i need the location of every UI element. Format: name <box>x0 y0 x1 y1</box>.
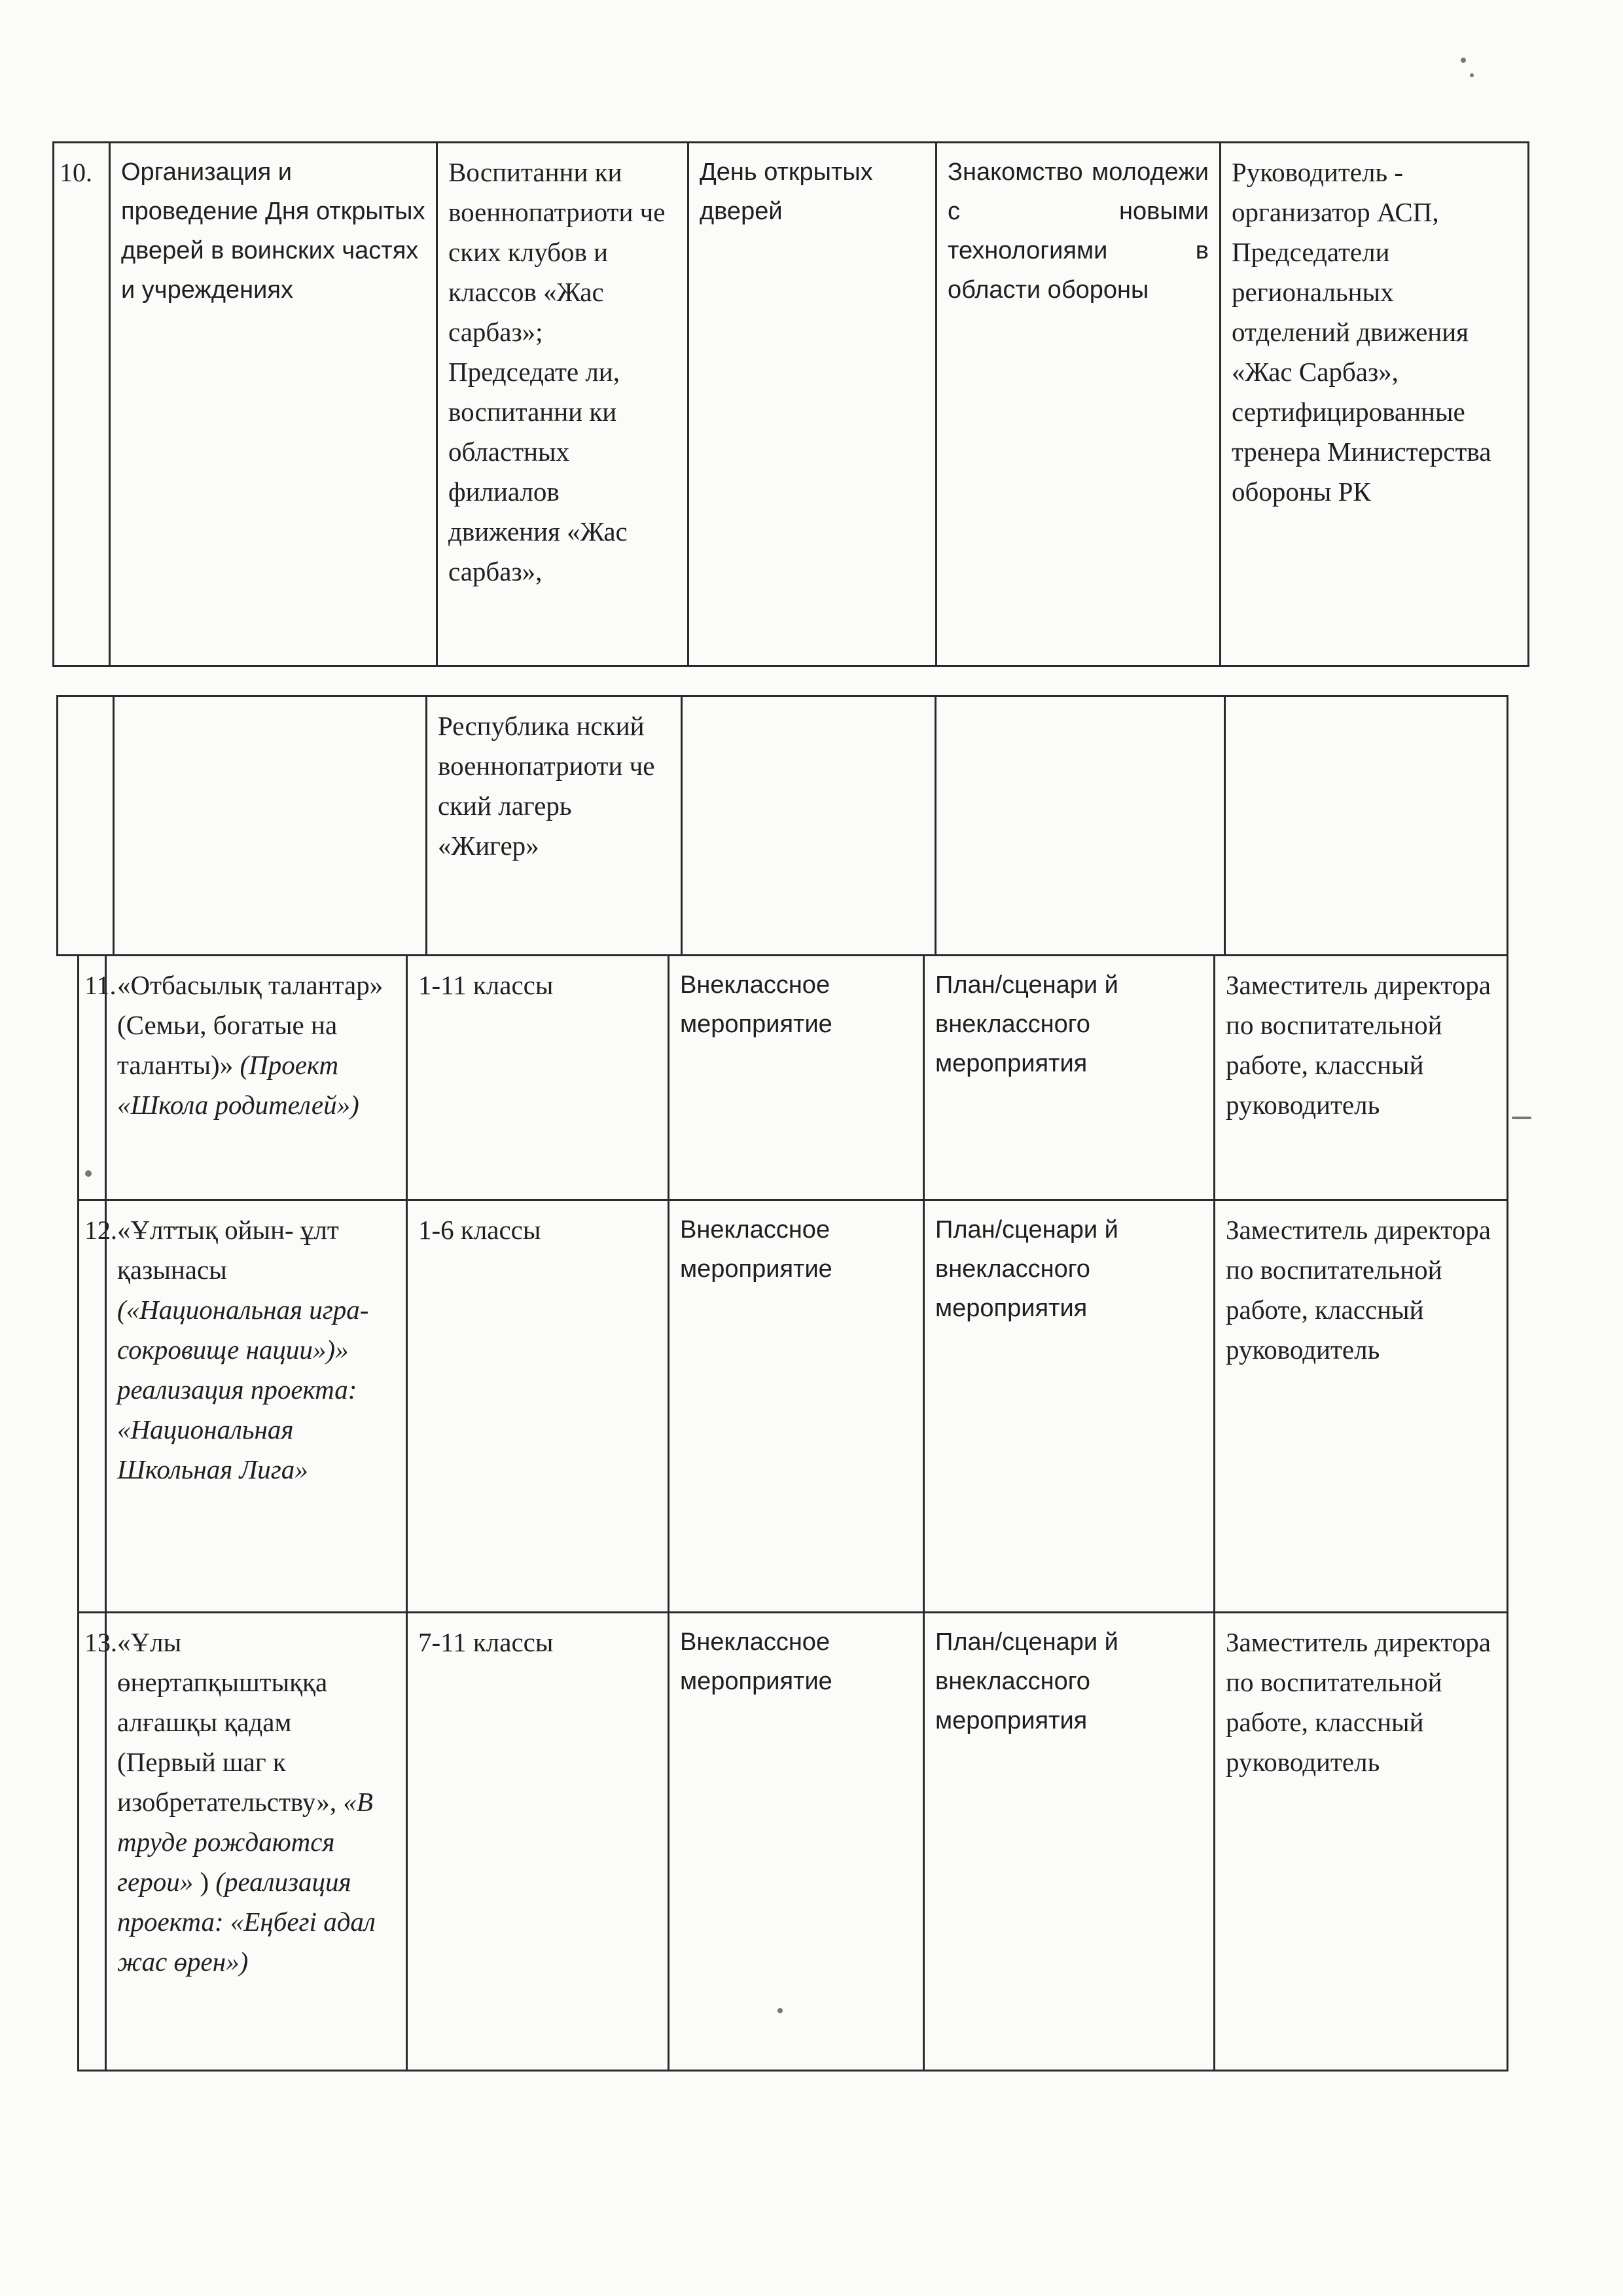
table-row <box>54 143 1529 666</box>
table-part-2 <box>56 695 1508 956</box>
empty-cell <box>682 696 936 956</box>
event-cell: Организация и проведение Дня открытых дверей в воинских частях и учреждениях <box>110 143 437 666</box>
participants-cell: Воспитанни ки военнопатриоти че ских клубов и классов «Жас сарбаз»; Председате ли, воспитанни ки областных филиалов движения «Жас сарбаз», <box>437 143 688 666</box>
row-number: 12. <box>79 1200 106 1613</box>
event-cell <box>106 1613 407 2071</box>
scan-speck <box>1512 1117 1531 1119</box>
scan-speck <box>1470 73 1474 77</box>
row-number: 10. <box>54 143 110 666</box>
empty-cell <box>114 696 427 956</box>
participants-cell: 1-6 классы <box>407 1200 669 1613</box>
event-title: «Ұлттық ойын- ұлт қазынасы <box>117 1215 339 1285</box>
empty-cell <box>1225 696 1508 956</box>
event-title: «Ұлы өнертапқыштыққа алғашқы қадам (Первый шаг к изобретательству», <box>117 1627 337 1817</box>
event-title: «Отбасылық талантар» (Семьи, богатые на таланты)» <box>117 970 383 1080</box>
empty-cell <box>936 696 1225 956</box>
result-cell: План/сценари й внеклассного мероприятия <box>924 956 1215 1200</box>
event-cell <box>106 1200 407 1613</box>
event-project: («Национальная игра-сокровище нации»)» реализация проекта: «Национальная Школьная Лига» <box>117 1295 369 1484</box>
form-cell: Внеклассное мероприятие <box>669 1200 924 1613</box>
table-row <box>79 1200 1508 1613</box>
participants-cell: 1-11 классы <box>407 956 669 1200</box>
participants-cell: Республика нский военнопатриоти че ский лагерь «Жигер» <box>427 696 682 956</box>
result-cell: Знакомство молодежи с новыми технологиями в области обороны <box>936 143 1221 666</box>
table-row <box>79 956 1508 1200</box>
event-cell <box>106 956 407 1200</box>
result-cell: План/сценари й внеклассного мероприятия <box>924 1613 1215 2071</box>
event-slogan: «В труде рождаются герои» <box>117 1787 373 1897</box>
responsible-cell: Руководитель - организатор АСП, Председатели региональных отделений движения «Жас Сарбаз», сертифицированные тренера Министерства обороны РК <box>1221 143 1529 666</box>
result-cell: План/сценари й внеклассного мероприятия <box>924 1200 1215 1613</box>
responsible-cell: Заместитель директора по воспитательной работе, классный руководитель <box>1215 956 1508 1200</box>
responsible-cell: Заместитель директора по воспитательной работе, классный руководитель <box>1215 1200 1508 1613</box>
scan-speck <box>1461 58 1466 63</box>
row-number: 13. <box>79 1613 106 2071</box>
form-cell: День открытых дверей <box>688 143 936 666</box>
event-project: (реализация проекта: «Еңбегі адал жас өрен») <box>117 1867 376 1977</box>
scan-speck <box>777 2008 783 2013</box>
event-bracket: ) <box>200 1867 209 1897</box>
event-project: (Проект «Школа родителей») <box>117 1050 359 1120</box>
table-row <box>79 1613 1508 2071</box>
scan-speck <box>85 1170 92 1177</box>
empty-cell <box>58 696 114 956</box>
table-part-3 <box>77 954 1508 2072</box>
form-cell: Внеклассное мероприятие <box>669 956 924 1200</box>
form-cell: Внеклассное мероприятие <box>669 1613 924 2071</box>
table-part-1 <box>52 141 1529 667</box>
table-row <box>58 696 1508 956</box>
participants-cell: 7-11 классы <box>407 1613 669 2071</box>
row-number: 11. <box>79 956 106 1200</box>
responsible-cell: Заместитель директора по воспитательной работе, классный руководитель <box>1215 1613 1508 2071</box>
